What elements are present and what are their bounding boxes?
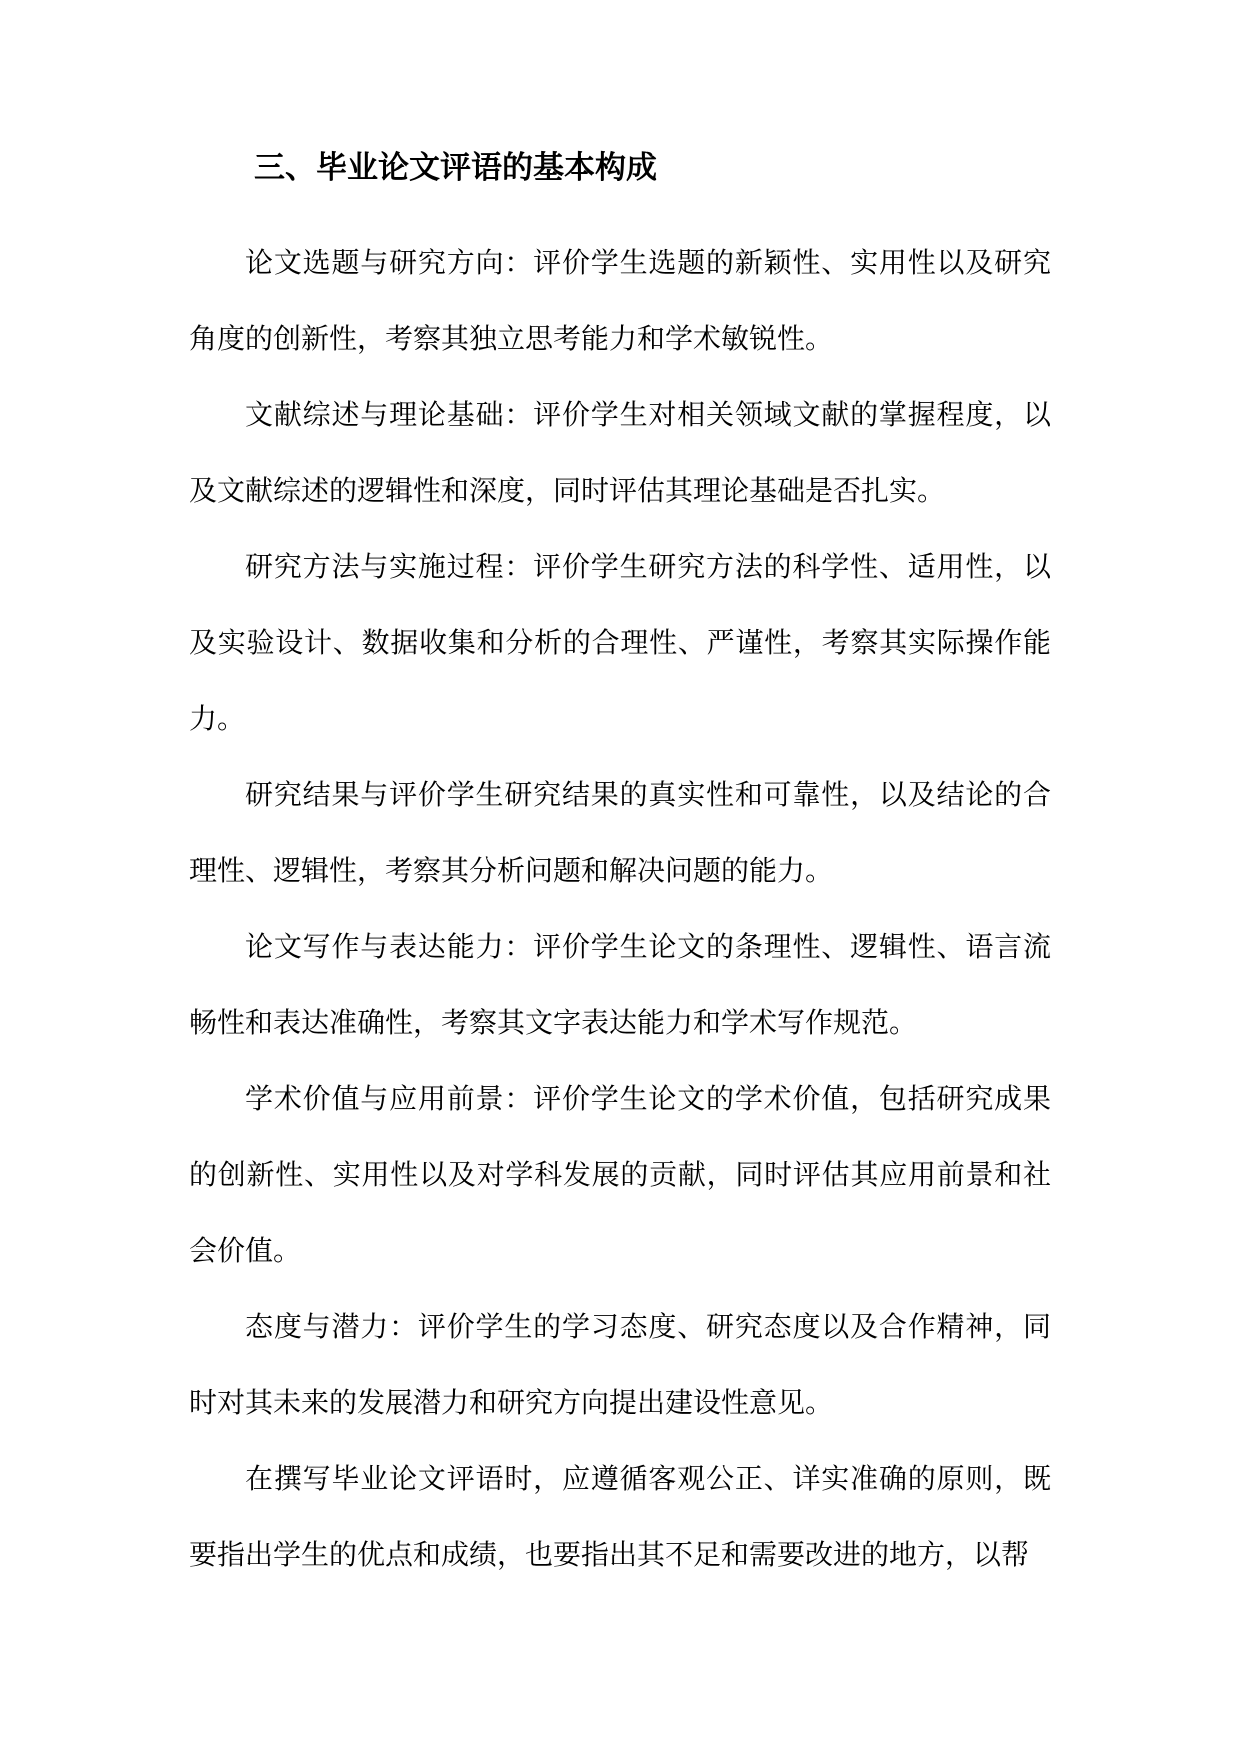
- body-text: [189, 225, 1051, 1593]
- paragraph-literature-review: 文献综述与理论基础：评价学生对相关领域文献的掌握程度，以及文献综述的逻辑性和深度，同时评估其理论基础是否扎实。: [189, 398, 1051, 507]
- paragraph-academic-value: 学术价值与应用前景：评价学生论文的学术价值，包括研究成果的创新性、实用性以及对学科发展的贡献，同时评估其应用前景和社会价值。: [189, 1082, 1051, 1267]
- paragraph-attitude-potential: 态度与潜力：评价学生的学习态度、研究态度以及合作精神，同时对其未来的发展潜力和研究方向提出建设性意见。: [189, 1310, 1051, 1419]
- paragraph-topic-selection: 论文选题与研究方向：评价学生选题的新颖性、实用性以及研究角度的创新性，考察其独立思考能力和学术敏锐性。: [189, 246, 1051, 355]
- paragraph-research-results: 研究结果与评价学生研究结果的真实性和可靠性，以及结论的合理性、逻辑性，考察其分析问题和解决问题的能力。: [189, 778, 1051, 887]
- paragraph-research-methods: 研究方法与实施过程：评价学生研究方法的科学性、适用性，以及实验设计、数据收集和分析的合理性、严谨性，考察其实际操作能力。: [189, 550, 1051, 735]
- paragraph-writing-expression: 论文写作与表达能力：评价学生论文的条理性、逻辑性、语言流畅性和表达准确性，考察其文字表达能力和学术写作规范。: [189, 930, 1051, 1039]
- section-heading: 三、毕业论文评语的基本构成: [254, 150, 657, 186]
- paragraph-writing-principles: 在撰写毕业论文评语时，应遵循客观公正、详实准确的原则，既要指出学生的优点和成绩，也要指出其不足和需要改进的地方，以帮: [189, 1462, 1051, 1571]
